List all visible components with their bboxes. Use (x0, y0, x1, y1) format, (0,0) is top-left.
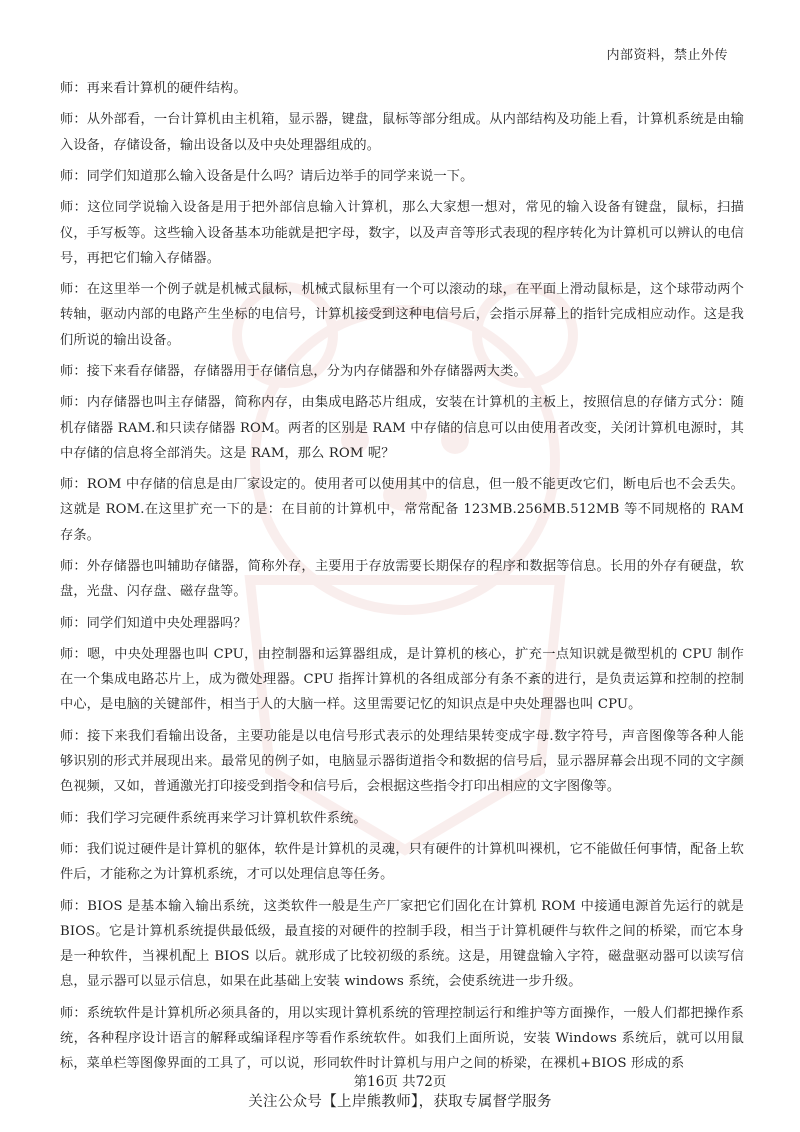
paragraph-5: 师：在这里举一个例子就是机械式鼠标，机械式鼠标里有一个可以滚动的球，在平面上滑动鼠标是，这个球带动两个转轴，驱动内部的电路产生坐标的电信号，计算机接受到这种电信号后，会指示屏幕上的指针完成相应动作。这是我们所说的输出设备。 (60, 282, 744, 348)
paragraph-1: 师：再来看计算机的硬件结构。 (60, 81, 247, 96)
confidential-note: 内部资料，禁止外传 (606, 48, 728, 63)
paragraph-9: 师：外存储器也叫辅助存储器，简称外存，主要用于存放需要长期保存的程序和数据等信息。长用的外存有硬盘，软盘，光盘、闪存盘、磁存盘等。 (60, 558, 744, 600)
paragraph-2: 师：从外部看，一台计算机由主机箱，显示器，键盘，鼠标等部分组成。从内部结构及功能上看，计算机系统是由输入设备，存储设备，输出设备以及中央处理器组成的。 (60, 112, 744, 153)
paragraph-3: 师：同学们知道那么输入设备是什么吗？请后边举手的同学来说一下。 (60, 168, 474, 184)
paragraph-12: 师：接下来我们看输出设备，主要功能是以电信号形式表示的处理结果转变成字母.数字符号，声音图像等各种人能够识别的形式并展现出来。最常见的例子如，电脑显示器街道指令和数据的信号后，显示器屏幕会出现不同的文字颜色视频，又如，普通激光打印接受到指令和信号后，会根据这些指令打印出相应的文字图像等。 (60, 728, 744, 795)
paragraph-15: 师：BIOS 是基本输入输出系统，这类软件一般是生产厂家把它们固化在计算机 ROM 中接通电源首先运行的就是 BIOS。它是计算机系统提供最低级，最直接的对硬件的控制手段，相当于计算机硬件与软件之间的桥梁，而它本身是一种软件，当裸机配上 BIOS 以后。就形成了比较初级的系统。这是，用键盘输入字符，磁盘驱动器可以读写信息，显示器可以显示信息，如果在此基础上安装 windows 系统，会使系统进一步升级。 (60, 898, 744, 990)
promo-footer: 关注公众号【上岸熊教师】，获取专属督学服务 (248, 1094, 552, 1110)
paragraph-6: 师：接下来看存储器，存储器用于存储信息，分为内存储器和外存储器两大类。 (60, 363, 527, 379)
document-body (60, 76, 744, 1082)
paragraph-16: 师：系统软件是计算机所必须具备的，用以实现计算机系统的管理控制运行和维护等方面操作，一般人们都把操作系统，各种程序设计语言的解释或编译程序等看作系统软件。如我们上面所说，安装 Windows 系统后，就可以用鼠标，菜单栏等图像界面的工具了，可以说，形同软件时计算机与用户之间的桥梁，在裸机+BIOS 形成的系 (60, 1005, 744, 1071)
paragraph-7: 师：内存储器也叫主存储器，简称内存，由集成电路芯片组成，安装在计算机的主板上，按照信息的存储方式分：随机存储器 RAM.和只读存储器 ROM。两者的区别是 RAM 中存储的信息可以由使用者改变，关闭计算机电源时，其中存储的信息将全部消失。这是 RAM，那么 ROM 呢？ (60, 395, 744, 461)
paragraph-13: 师：我们学习完硬件系统再来学习计算机软件系统。 (60, 810, 367, 826)
page-indicator: 第16页 共72页 (353, 1074, 447, 1090)
paragraph-14: 师：我们说过硬件是计算机的躯体，软件是计算机的灵魂，只有硬件的计算机叫裸机，它不能做任何事情，配备上软件后，才能称之为计算机系统，才可以处理信息等任务。 (60, 841, 744, 883)
paragraph-10: 师：同学们知道中央处理器吗？ (60, 615, 247, 631)
paragraph-4: 师：这位同学说输入设备是用于把外部信息输入计算机，那么大家想一想对，常见的输入设备有键盘，鼠标，扫描仪，手写板等。这些输入设备基本功能就是把字母，数字，以及声音等形式表现的程序转化为计算机可以辨认的电信号，再把它们输入存储器。 (60, 200, 744, 266)
paragraph-11: 师：嗯，中央处理器也叫 CPU，由控制器和运算器组成，是计算机的核心，扩充一点知识就是微型机的 CPU 制作在一个集成电路芯片上，成为微处理器。CPU 指挥计算机的各组成部分有条不紊的进行，是负责运算和控制的控制中心，是电脑的关键部件，相当于人的大脑一样。这里需要记忆的知识点是中央处理器也叫 CPU。 (60, 646, 744, 713)
paragraph-8: 师：ROM 中存储的信息是由厂家设定的。使用者可以使用其中的信息，但一般不能更改它们，断电后也不会丢失。这就是 ROM.在这里扩充一下的是：在目前的计算机中，常常配备 123MB.256MB.512MB 等不同规格的 RAM 存条。 (60, 477, 744, 543)
